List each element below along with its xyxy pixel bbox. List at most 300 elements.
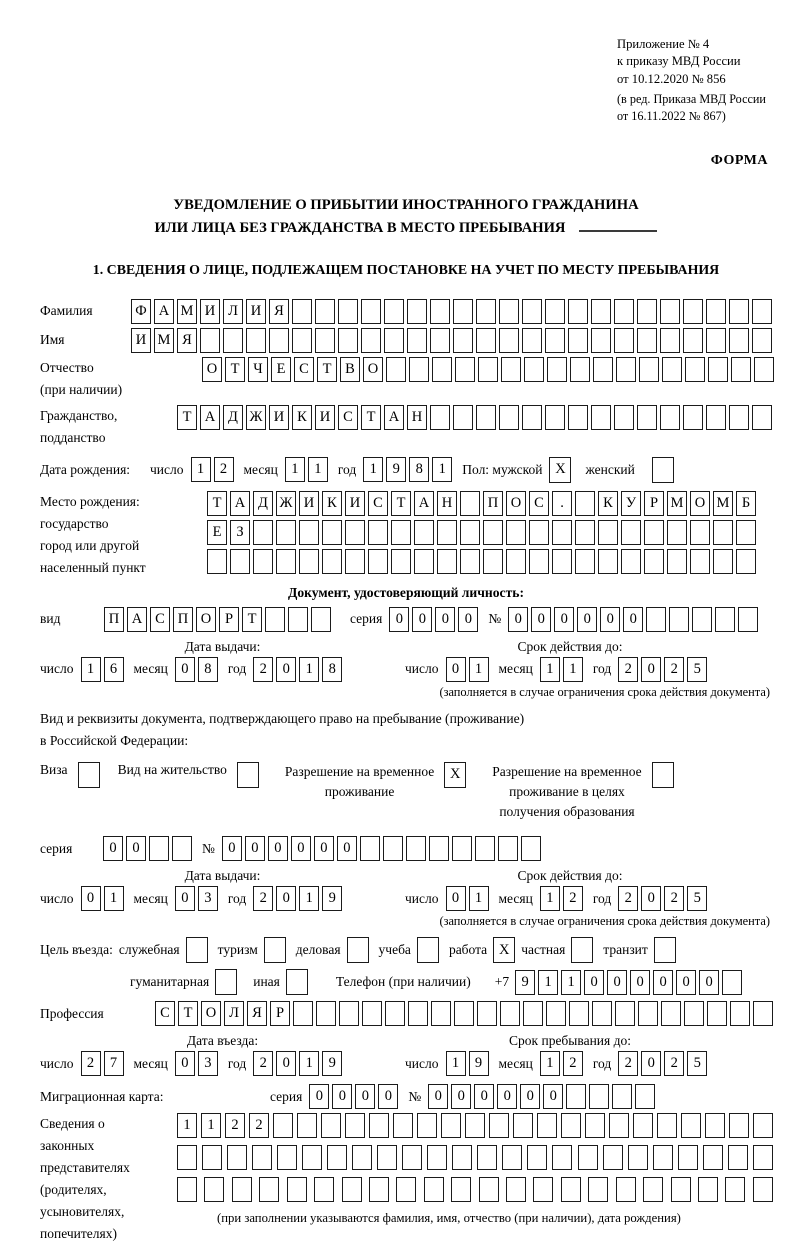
char-cell[interactable]: 0	[446, 657, 466, 682]
char-cell[interactable]	[639, 357, 659, 382]
char-cell[interactable]	[644, 549, 664, 574]
char-cell[interactable]	[414, 520, 434, 545]
char-cell[interactable]	[223, 328, 243, 353]
char-cell[interactable]: 5	[687, 657, 707, 682]
char-cell[interactable]	[592, 1001, 612, 1026]
char-cell[interactable]	[322, 549, 342, 574]
char-cell[interactable]	[591, 299, 611, 324]
char-cell[interactable]	[437, 520, 457, 545]
char-cell[interactable]	[204, 1177, 224, 1202]
char-cell[interactable]	[315, 299, 335, 324]
char-cell[interactable]	[246, 328, 266, 353]
char-cell[interactable]	[302, 1145, 322, 1170]
char-cell[interactable]: 1	[446, 1051, 466, 1076]
char-cell[interactable]: 6	[104, 657, 124, 682]
char-cell[interactable]	[646, 607, 666, 632]
char-cell[interactable]	[683, 405, 703, 430]
char-cell[interactable]: 0	[222, 836, 242, 861]
char-cell[interactable]: 1	[299, 1051, 319, 1076]
char-cell[interactable]	[368, 549, 388, 574]
char-cell[interactable]	[315, 328, 335, 353]
char-cell[interactable]	[477, 1145, 497, 1170]
char-cell[interactable]: П	[173, 607, 193, 632]
char-cell[interactable]	[430, 405, 450, 430]
char-cell[interactable]	[297, 1113, 317, 1138]
char-cell[interactable]	[753, 1001, 773, 1026]
char-cell[interactable]	[384, 328, 404, 353]
char-cell[interactable]	[725, 1177, 745, 1202]
char-cell[interactable]	[753, 1145, 773, 1170]
char-cell[interactable]: Д	[253, 491, 273, 516]
char-cell[interactable]	[292, 299, 312, 324]
char-cell[interactable]	[614, 405, 634, 430]
char-cell[interactable]: 0	[103, 836, 123, 861]
char-cell[interactable]: 7	[104, 1051, 124, 1076]
char-cell[interactable]: 1	[540, 1051, 560, 1076]
char-cell[interactable]	[568, 405, 588, 430]
char-cell[interactable]: К	[322, 491, 342, 516]
char-cell[interactable]: 1	[561, 970, 581, 995]
char-cell[interactable]	[569, 1001, 589, 1026]
char-cell[interactable]	[476, 328, 496, 353]
char-cell[interactable]: А	[230, 491, 250, 516]
char-cell[interactable]	[628, 1145, 648, 1170]
purpose-business-checkbox[interactable]	[347, 937, 369, 963]
char-cell[interactable]	[345, 1113, 365, 1138]
char-cell[interactable]	[614, 299, 634, 324]
char-cell[interactable]: 0	[389, 607, 409, 632]
char-cell[interactable]: 1	[563, 657, 583, 682]
char-cell[interactable]	[432, 357, 452, 382]
char-cell[interactable]	[690, 549, 710, 574]
char-cell[interactable]	[177, 1145, 197, 1170]
char-cell[interactable]: 0	[245, 836, 265, 861]
char-cell[interactable]: С	[529, 491, 549, 516]
char-cell[interactable]: М	[713, 491, 733, 516]
residence-permit-checkbox[interactable]	[237, 762, 259, 788]
char-cell[interactable]	[522, 328, 542, 353]
char-cell[interactable]: Т	[317, 357, 337, 382]
char-cell[interactable]: 0	[276, 657, 296, 682]
char-cell[interactable]	[660, 299, 680, 324]
char-cell[interactable]: М	[177, 299, 197, 324]
char-cell[interactable]	[657, 1113, 677, 1138]
char-cell[interactable]: 0	[577, 607, 597, 632]
char-cell[interactable]	[708, 357, 728, 382]
char-cell[interactable]	[477, 1001, 497, 1026]
char-cell[interactable]: 0	[175, 657, 195, 682]
char-cell[interactable]	[455, 357, 475, 382]
char-cell[interactable]: 0	[630, 970, 650, 995]
char-cell[interactable]	[276, 549, 296, 574]
char-cell[interactable]: Р	[270, 1001, 290, 1026]
char-cell[interactable]	[705, 1113, 725, 1138]
char-cell[interactable]: 1	[540, 886, 560, 911]
char-cell[interactable]: Я	[269, 299, 289, 324]
char-cell[interactable]	[753, 1177, 773, 1202]
char-cell[interactable]	[502, 1145, 522, 1170]
char-cell[interactable]	[593, 357, 613, 382]
char-cell[interactable]: 8	[198, 657, 218, 682]
char-cell[interactable]: С	[155, 1001, 175, 1026]
char-cell[interactable]: 1	[81, 657, 101, 682]
char-cell[interactable]: Т	[361, 405, 381, 430]
char-cell[interactable]: А	[384, 405, 404, 430]
char-cell[interactable]	[754, 357, 774, 382]
char-cell[interactable]	[545, 405, 565, 430]
char-cell[interactable]: Т	[242, 607, 262, 632]
char-cell[interactable]	[730, 1001, 750, 1026]
char-cell[interactable]	[615, 1001, 635, 1026]
char-cell[interactable]: Ж	[276, 491, 296, 516]
char-cell[interactable]	[377, 1145, 397, 1170]
char-cell[interactable]	[521, 836, 541, 861]
char-cell[interactable]: Т	[207, 491, 227, 516]
char-cell[interactable]: 0	[607, 970, 627, 995]
purpose-study-checkbox[interactable]	[417, 937, 439, 963]
char-cell[interactable]	[360, 836, 380, 861]
char-cell[interactable]	[393, 1113, 413, 1138]
char-cell[interactable]: 0	[314, 836, 334, 861]
char-cell[interactable]: О	[202, 357, 222, 382]
char-cell[interactable]	[683, 299, 703, 324]
char-cell[interactable]: Е	[207, 520, 227, 545]
char-cell[interactable]	[513, 1113, 533, 1138]
char-cell[interactable]	[575, 520, 595, 545]
char-cell[interactable]: 5	[687, 886, 707, 911]
char-cell[interactable]: И	[315, 405, 335, 430]
char-cell[interactable]	[352, 1145, 372, 1170]
char-cell[interactable]	[752, 299, 772, 324]
char-cell[interactable]: И	[131, 328, 151, 353]
char-cell[interactable]: 0	[641, 1051, 661, 1076]
char-cell[interactable]	[327, 1145, 347, 1170]
char-cell[interactable]: 2	[618, 657, 638, 682]
char-cell[interactable]	[575, 491, 595, 516]
char-cell[interactable]	[736, 520, 756, 545]
char-cell[interactable]: 3	[198, 886, 218, 911]
char-cell[interactable]	[475, 836, 495, 861]
char-cell[interactable]: Р	[219, 607, 239, 632]
char-cell[interactable]: И	[345, 491, 365, 516]
char-cell[interactable]	[616, 357, 636, 382]
char-cell[interactable]: П	[104, 607, 124, 632]
char-cell[interactable]: И	[200, 299, 220, 324]
char-cell[interactable]: 0	[474, 1084, 494, 1109]
char-cell[interactable]	[499, 405, 519, 430]
char-cell[interactable]	[568, 328, 588, 353]
char-cell[interactable]: 0	[446, 886, 466, 911]
purpose-work-checkbox[interactable]: X	[493, 937, 515, 963]
char-cell[interactable]	[479, 1177, 499, 1202]
char-cell[interactable]	[441, 1113, 461, 1138]
char-cell[interactable]: 2	[225, 1113, 245, 1138]
char-cell[interactable]	[598, 549, 618, 574]
char-cell[interactable]	[460, 491, 480, 516]
char-cell[interactable]	[265, 607, 285, 632]
char-cell[interactable]	[273, 1113, 293, 1138]
char-cell[interactable]: 9	[469, 1051, 489, 1076]
char-cell[interactable]	[314, 1177, 334, 1202]
char-cell[interactable]	[391, 520, 411, 545]
char-cell[interactable]: 0	[355, 1084, 375, 1109]
char-cell[interactable]	[669, 607, 689, 632]
char-cell[interactable]	[637, 299, 657, 324]
char-cell[interactable]	[637, 405, 657, 430]
char-cell[interactable]: 2	[253, 1051, 273, 1076]
char-cell[interactable]	[452, 1145, 472, 1170]
purpose-tourism-checkbox[interactable]	[264, 937, 286, 963]
char-cell[interactable]	[316, 1001, 336, 1026]
char-cell[interactable]	[529, 520, 549, 545]
temp-residence-edu-checkbox[interactable]	[652, 762, 674, 788]
char-cell[interactable]	[227, 1145, 247, 1170]
char-cell[interactable]	[437, 549, 457, 574]
char-cell[interactable]: Б	[736, 491, 756, 516]
char-cell[interactable]: Т	[391, 491, 411, 516]
char-cell[interactable]	[338, 299, 358, 324]
char-cell[interactable]	[588, 1177, 608, 1202]
char-cell[interactable]	[402, 1145, 422, 1170]
char-cell[interactable]	[460, 549, 480, 574]
char-cell[interactable]	[424, 1177, 444, 1202]
char-cell[interactable]	[621, 549, 641, 574]
char-cell[interactable]	[570, 357, 590, 382]
char-cell[interactable]	[522, 299, 542, 324]
char-cell[interactable]: У	[621, 491, 641, 516]
char-cell[interactable]	[738, 607, 758, 632]
char-cell[interactable]: Ф	[131, 299, 151, 324]
char-cell[interactable]	[722, 970, 742, 995]
char-cell[interactable]	[638, 1001, 658, 1026]
char-cell[interactable]	[396, 1177, 416, 1202]
char-cell[interactable]: 1	[191, 457, 211, 482]
char-cell[interactable]	[202, 1145, 222, 1170]
char-cell[interactable]	[546, 1001, 566, 1026]
char-cell[interactable]	[621, 520, 641, 545]
char-cell[interactable]	[506, 520, 526, 545]
char-cell[interactable]	[603, 1145, 623, 1170]
char-cell[interactable]	[612, 1084, 632, 1109]
char-cell[interactable]: О	[363, 357, 383, 382]
char-cell[interactable]: 2	[214, 457, 234, 482]
visa-checkbox[interactable]	[78, 762, 100, 788]
char-cell[interactable]: 2	[563, 886, 583, 911]
char-cell[interactable]	[391, 549, 411, 574]
char-cell[interactable]: 2	[563, 1051, 583, 1076]
char-cell[interactable]	[752, 405, 772, 430]
char-cell[interactable]	[506, 549, 526, 574]
char-cell[interactable]: Я	[247, 1001, 267, 1026]
char-cell[interactable]: М	[154, 328, 174, 353]
char-cell[interactable]	[460, 520, 480, 545]
char-cell[interactable]: 0	[497, 1084, 517, 1109]
char-cell[interactable]	[407, 328, 427, 353]
char-cell[interactable]: 0	[600, 607, 620, 632]
temp-residence-checkbox[interactable]: X	[444, 762, 466, 788]
char-cell[interactable]: 0	[554, 607, 574, 632]
char-cell[interactable]	[321, 1113, 341, 1138]
char-cell[interactable]	[385, 1001, 405, 1026]
char-cell[interactable]: 2	[664, 1051, 684, 1076]
char-cell[interactable]	[500, 1001, 520, 1026]
char-cell[interactable]: А	[154, 299, 174, 324]
char-cell[interactable]: 0	[126, 836, 146, 861]
char-cell[interactable]: 5	[687, 1051, 707, 1076]
char-cell[interactable]: 0	[276, 886, 296, 911]
char-cell[interactable]: 0	[435, 607, 455, 632]
char-cell[interactable]: 0	[412, 607, 432, 632]
char-cell[interactable]: Р	[644, 491, 664, 516]
char-cell[interactable]	[729, 299, 749, 324]
char-cell[interactable]: 1	[201, 1113, 221, 1138]
char-cell[interactable]	[729, 405, 749, 430]
char-cell[interactable]: 0	[81, 886, 101, 911]
char-cell[interactable]: О	[196, 607, 216, 632]
purpose-humanitarian-checkbox[interactable]	[215, 969, 237, 995]
char-cell[interactable]	[552, 549, 572, 574]
char-cell[interactable]: 0	[175, 886, 195, 911]
char-cell[interactable]	[731, 357, 751, 382]
char-cell[interactable]	[252, 1145, 272, 1170]
char-cell[interactable]: В	[340, 357, 360, 382]
char-cell[interactable]	[591, 405, 611, 430]
char-cell[interactable]	[706, 405, 726, 430]
char-cell[interactable]: 1	[299, 657, 319, 682]
char-cell[interactable]	[561, 1177, 581, 1202]
char-cell[interactable]	[498, 836, 518, 861]
char-cell[interactable]	[383, 836, 403, 861]
char-cell[interactable]	[406, 836, 426, 861]
char-cell[interactable]	[489, 1113, 509, 1138]
char-cell[interactable]	[288, 607, 308, 632]
char-cell[interactable]: Д	[223, 405, 243, 430]
char-cell[interactable]	[483, 520, 503, 545]
char-cell[interactable]	[637, 328, 657, 353]
char-cell[interactable]	[452, 836, 472, 861]
char-cell[interactable]: 0	[508, 607, 528, 632]
char-cell[interactable]: 0	[641, 657, 661, 682]
char-cell[interactable]: 0	[378, 1084, 398, 1109]
char-cell[interactable]	[545, 328, 565, 353]
char-cell[interactable]: 0	[458, 607, 478, 632]
char-cell[interactable]: 2	[253, 886, 273, 911]
char-cell[interactable]	[322, 520, 342, 545]
purpose-other-checkbox[interactable]	[286, 969, 308, 995]
char-cell[interactable]	[522, 405, 542, 430]
char-cell[interactable]	[690, 520, 710, 545]
char-cell[interactable]	[653, 1145, 673, 1170]
char-cell[interactable]	[269, 328, 289, 353]
char-cell[interactable]: 2	[81, 1051, 101, 1076]
char-cell[interactable]	[552, 520, 572, 545]
char-cell[interactable]	[429, 836, 449, 861]
char-cell[interactable]: 2	[664, 886, 684, 911]
char-cell[interactable]	[706, 328, 726, 353]
char-cell[interactable]	[430, 299, 450, 324]
char-cell[interactable]: 1	[469, 657, 489, 682]
char-cell[interactable]	[478, 357, 498, 382]
char-cell[interactable]	[453, 299, 473, 324]
char-cell[interactable]	[430, 328, 450, 353]
char-cell[interactable]: К	[292, 405, 312, 430]
char-cell[interactable]	[703, 1145, 723, 1170]
char-cell[interactable]	[667, 520, 687, 545]
char-cell[interactable]: А	[200, 405, 220, 430]
char-cell[interactable]	[524, 357, 544, 382]
char-cell[interactable]	[547, 357, 567, 382]
char-cell[interactable]: 1	[432, 457, 452, 482]
char-cell[interactable]: 9	[515, 970, 535, 995]
char-cell[interactable]	[692, 607, 712, 632]
char-cell[interactable]: 8	[322, 657, 342, 682]
char-cell[interactable]: 9	[322, 886, 342, 911]
char-cell[interactable]: 0	[531, 607, 551, 632]
char-cell[interactable]: 1	[299, 886, 319, 911]
char-cell[interactable]	[707, 1001, 727, 1026]
char-cell[interactable]	[476, 299, 496, 324]
char-cell[interactable]: И	[299, 491, 319, 516]
purpose-official-checkbox[interactable]	[186, 937, 208, 963]
char-cell[interactable]	[465, 1113, 485, 1138]
char-cell[interactable]	[566, 1084, 586, 1109]
char-cell[interactable]	[575, 549, 595, 574]
char-cell[interactable]	[713, 520, 733, 545]
char-cell[interactable]: С	[150, 607, 170, 632]
char-cell[interactable]	[589, 1084, 609, 1109]
char-cell[interactable]: Ж	[246, 405, 266, 430]
char-cell[interactable]: 0	[623, 607, 643, 632]
char-cell[interactable]	[172, 836, 192, 861]
char-cell[interactable]	[545, 299, 565, 324]
char-cell[interactable]: 1	[540, 657, 560, 682]
char-cell[interactable]	[311, 607, 331, 632]
char-cell[interactable]: 0	[520, 1084, 540, 1109]
char-cell[interactable]: 2	[664, 657, 684, 682]
char-cell[interactable]	[149, 836, 169, 861]
char-cell[interactable]: 2	[253, 657, 273, 682]
char-cell[interactable]: Т	[225, 357, 245, 382]
char-cell[interactable]	[339, 1001, 359, 1026]
purpose-private-checkbox[interactable]	[571, 937, 593, 963]
char-cell[interactable]	[453, 405, 473, 430]
char-cell[interactable]: П	[483, 491, 503, 516]
char-cell[interactable]: С	[368, 491, 388, 516]
char-cell[interactable]	[591, 328, 611, 353]
char-cell[interactable]: 2	[618, 1051, 638, 1076]
char-cell[interactable]	[345, 549, 365, 574]
char-cell[interactable]	[736, 549, 756, 574]
char-cell[interactable]: Е	[271, 357, 291, 382]
char-cell[interactable]	[253, 549, 273, 574]
char-cell[interactable]	[361, 328, 381, 353]
char-cell[interactable]: 0	[175, 1051, 195, 1076]
char-cell[interactable]	[684, 1001, 704, 1026]
char-cell[interactable]	[253, 520, 273, 545]
char-cell[interactable]	[259, 1177, 279, 1202]
char-cell[interactable]	[671, 1177, 691, 1202]
char-cell[interactable]: Я	[177, 328, 197, 353]
char-cell[interactable]	[585, 1113, 605, 1138]
char-cell[interactable]: 0	[291, 836, 311, 861]
char-cell[interactable]	[713, 549, 733, 574]
char-cell[interactable]	[616, 1177, 636, 1202]
char-cell[interactable]	[276, 520, 296, 545]
char-cell[interactable]	[384, 299, 404, 324]
char-cell[interactable]: 0	[332, 1084, 352, 1109]
char-cell[interactable]: А	[414, 491, 434, 516]
char-cell[interactable]: А	[127, 607, 147, 632]
